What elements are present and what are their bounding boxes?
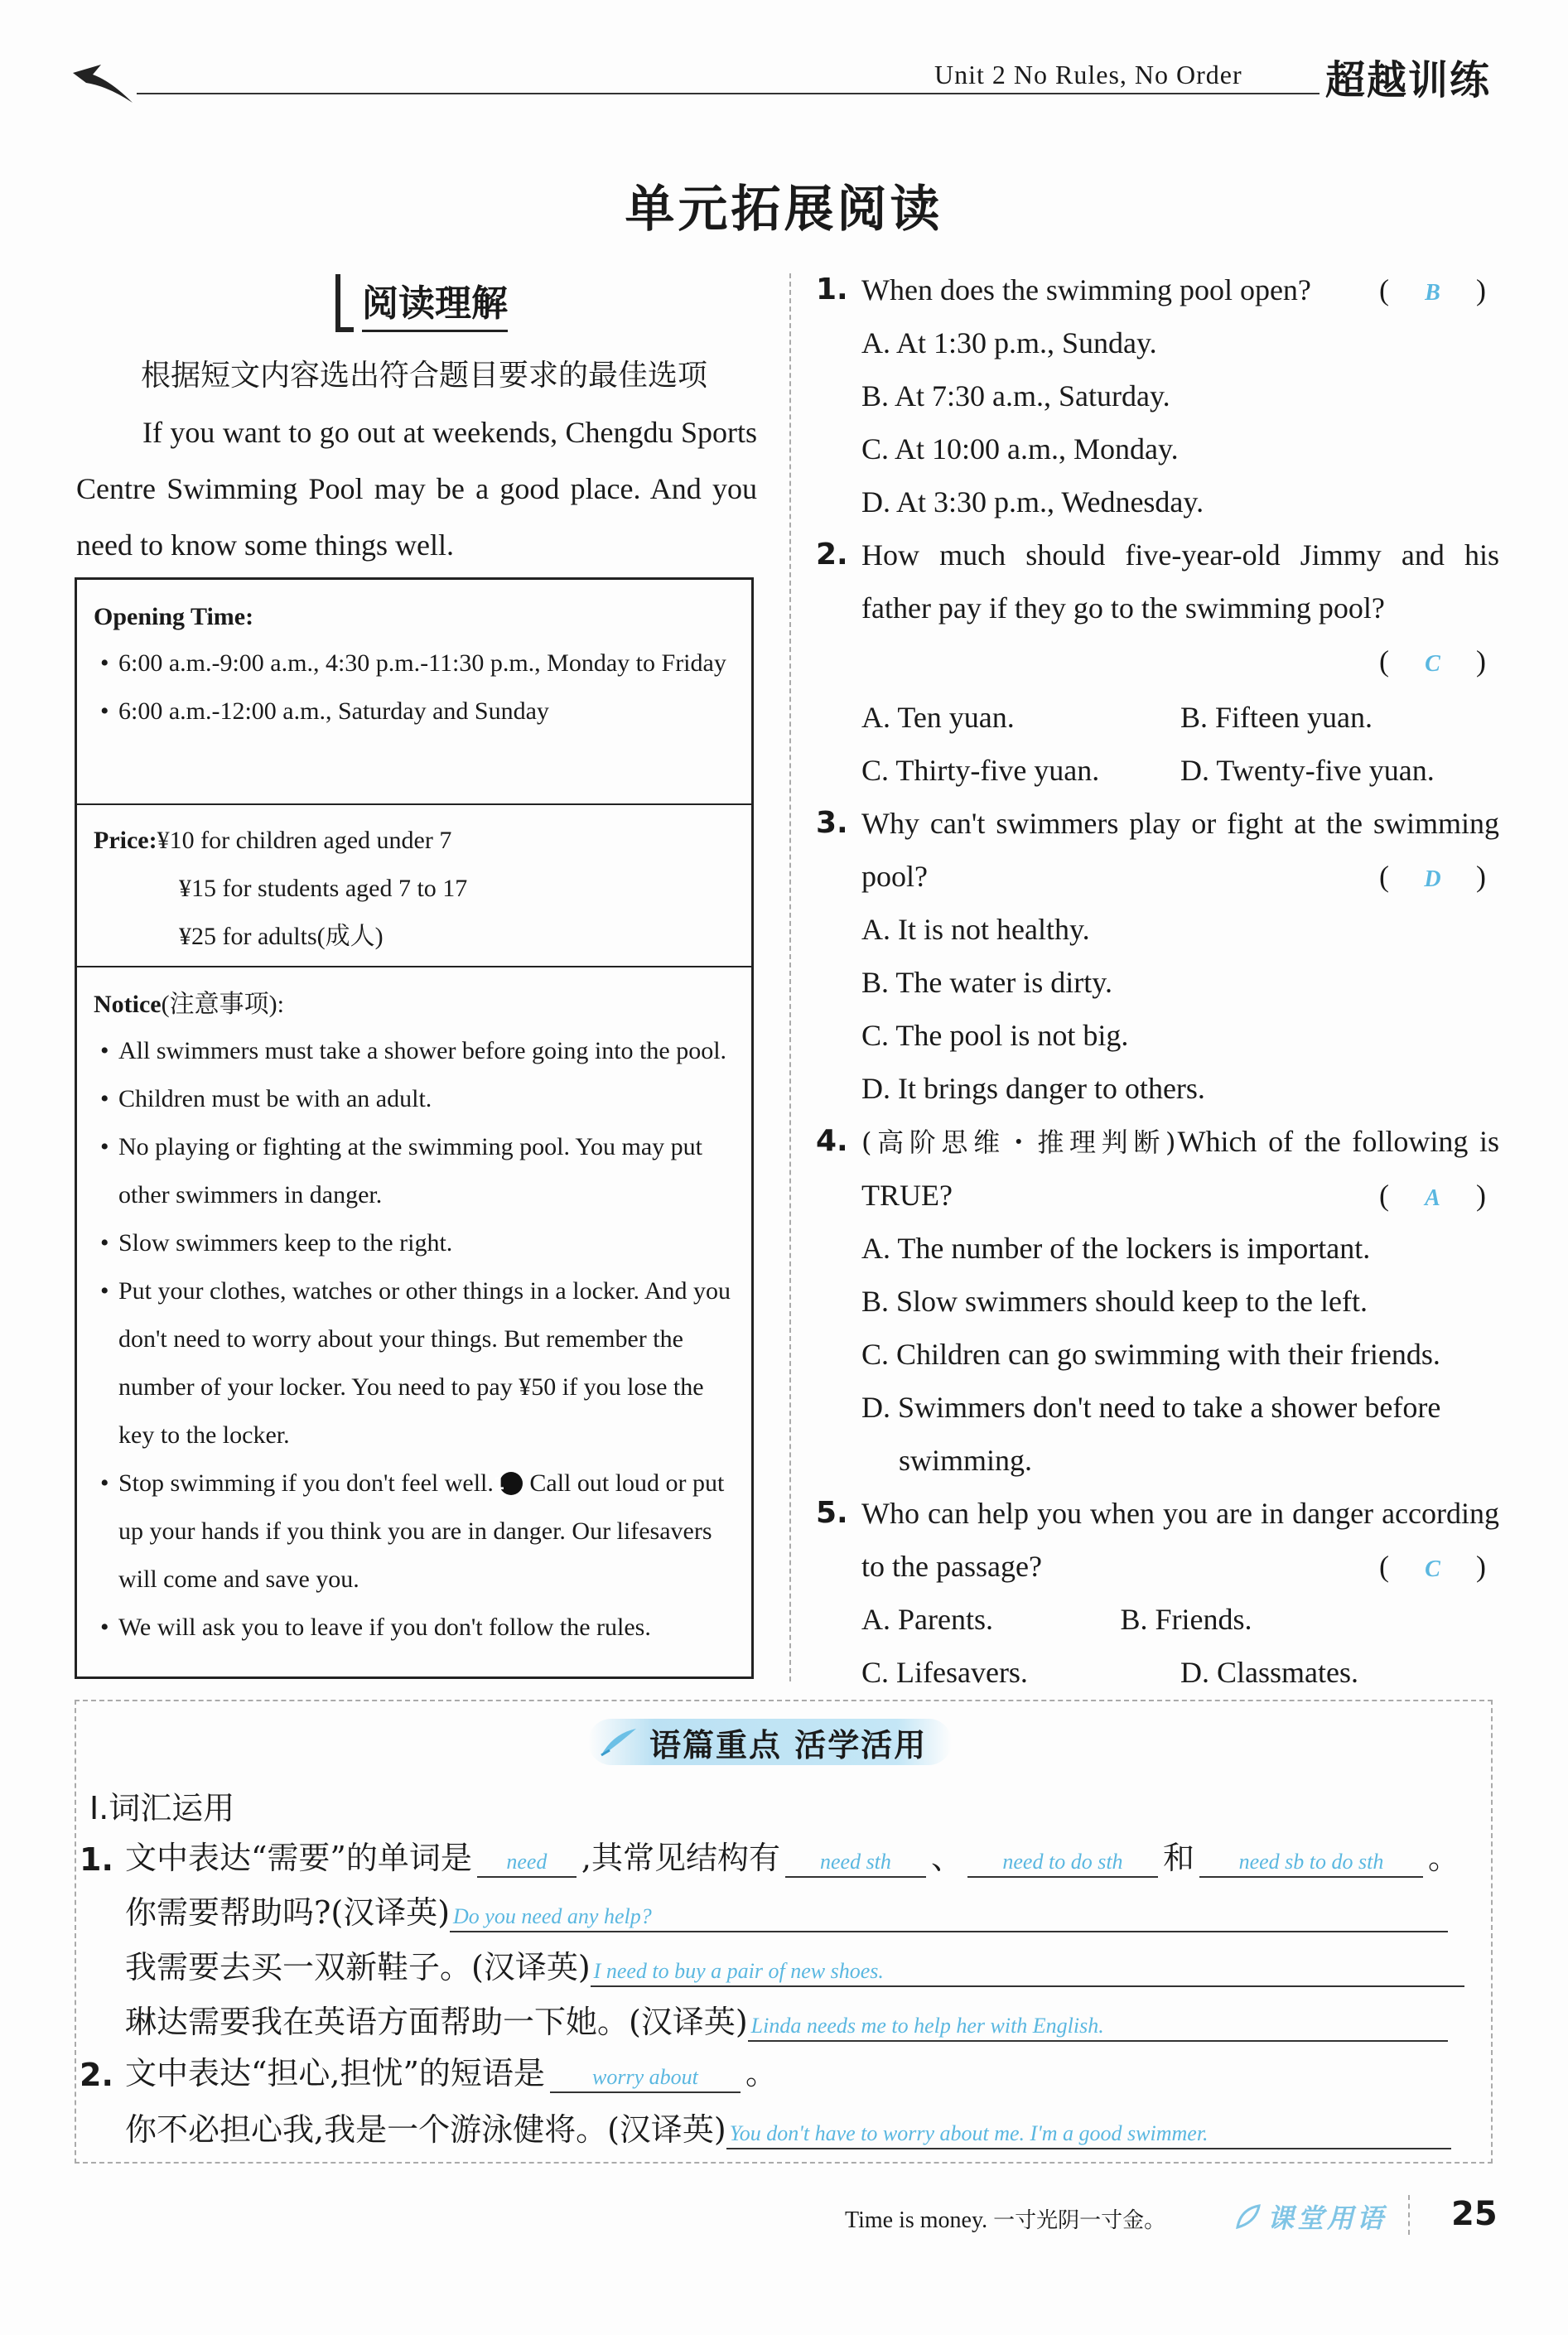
circled-number-marker: 1 xyxy=(499,1472,523,1495)
option: D. Twenty-five yuan. xyxy=(1180,754,1435,787)
footer-badge-label: 课堂用语 xyxy=(1267,2202,1387,2234)
footer-quote-en: Time is money. xyxy=(845,2207,988,2233)
practice-question-2 xyxy=(80,2048,777,2093)
bracket-icon xyxy=(335,274,354,332)
translate-answer: Linda needs me to help her with English. xyxy=(748,2014,1448,2042)
practice-banner xyxy=(588,1719,952,1765)
question-number: 2. xyxy=(816,538,848,572)
prompt-text: ,其常见结构有 xyxy=(581,1840,780,1876)
price-row xyxy=(94,817,736,865)
footer-divider xyxy=(1408,2195,1410,2235)
fill-blank: worry about xyxy=(550,2065,741,2093)
prompt-text: 。 xyxy=(1427,1840,1459,1876)
answer-bracket: ( D ) xyxy=(1379,850,1499,906)
option: B. Slow swimmers should keep to the left. xyxy=(861,1285,1368,1318)
question-5 xyxy=(816,1487,1499,1699)
option: C. Thirty-five yuan. xyxy=(861,754,1100,787)
price-item: ¥15 for students aged 7 to 17 xyxy=(179,875,468,902)
question-number: 1. xyxy=(816,273,848,306)
option: C. At 10:00 a.m., Monday. xyxy=(861,432,1179,466)
answer-value: D xyxy=(1424,866,1441,892)
option-row xyxy=(816,1593,1379,1646)
question-number: 5. xyxy=(816,1496,848,1530)
info-box xyxy=(75,577,754,1679)
question-3 xyxy=(816,797,1499,1115)
notice-section xyxy=(77,967,751,1662)
answer-bracket: ( A ) xyxy=(1379,1169,1499,1225)
opening-row: • 6:00 a.m.-9:00 a.m., 4:30 p.m.-11:30 p.m., Monday to Friday xyxy=(94,639,736,687)
intro-paragraph: If you want to go out at weekends, Chengdu Sports Centre Swimming Pool may be a good place. And you need to know some things well. xyxy=(76,416,757,562)
notice-text: Stop swimming if you don't feel well. xyxy=(118,1469,494,1497)
answer-value: B xyxy=(1425,280,1440,306)
prompt-text: 文中表达“担心,担忧”的短语是 xyxy=(125,2055,545,2091)
question-number: 4. xyxy=(816,1124,848,1158)
question-text: How much should five-year-old Jimmy and his father pay if they go to the swimming pool? xyxy=(861,538,1499,625)
option: D. At 3:30 p.m., Wednesday. xyxy=(861,485,1204,519)
option: D. Classmates. xyxy=(1180,1656,1358,1689)
answer-bracket: ( C ) xyxy=(1379,1540,1499,1596)
prompt-text: 、 xyxy=(930,1840,963,1876)
unit-title: Unit 2 No Rules, No Order xyxy=(934,60,1242,89)
translate-answer: I need to buy a pair of new shoes. xyxy=(591,1959,1464,1987)
question-4 xyxy=(816,1115,1499,1487)
notice-item: • Slow swimmers keep to the right. xyxy=(94,1219,736,1267)
answer-value: A xyxy=(1425,1185,1440,1211)
question-stem xyxy=(816,528,1499,634)
swoosh-arrow-icon xyxy=(68,58,134,108)
leaf-icon xyxy=(1234,2202,1262,2231)
notice-text: Call out loud or put up your hands if you think you are in danger. Our lifesavers will come and save you. xyxy=(118,1469,725,1593)
practice-question-1 xyxy=(80,1832,1459,1878)
question-text: When does the swimming pool open? xyxy=(861,273,1311,306)
question-stem xyxy=(816,1115,1499,1222)
question-text: Why can't swimmers play or fight at the swimming pool? xyxy=(861,807,1499,893)
translate-prompt: 你需要帮助吗?(汉译英) xyxy=(125,1894,451,1931)
footer-badge xyxy=(1234,2198,1387,2236)
question-number: 2. xyxy=(80,2057,113,2093)
option: A. Ten yuan. xyxy=(861,701,1015,734)
page-title: 单元拓展阅读 xyxy=(625,181,943,239)
translate-answer: Do you need any help? xyxy=(450,1904,1448,1932)
option: A. It is not healthy. xyxy=(861,913,1090,946)
footer-quote-cn: 一寸光阴一寸金。 xyxy=(993,2208,1166,2233)
question-text: Which of the following is TRUE? xyxy=(861,1125,1499,1212)
notice-heading-cn: (注意事项): xyxy=(161,991,284,1018)
option: D. It brings danger to others. xyxy=(861,1072,1205,1105)
option: A. The number of the lockers is important. xyxy=(861,1232,1371,1265)
answer-bracket: ( C ) xyxy=(1379,634,1499,691)
price-item: ¥10 for children aged under 7 xyxy=(157,827,452,854)
opening-time-heading: Opening Time: xyxy=(94,603,254,630)
option-row xyxy=(816,691,1499,744)
question-tag: (高阶思维・推理判断) xyxy=(861,1126,1178,1158)
question-number: 1. xyxy=(80,1841,113,1878)
section-tag xyxy=(335,273,508,332)
notice-item xyxy=(94,1459,736,1604)
fill-blank: need sb to do sth xyxy=(1199,1850,1423,1878)
notice-item: • Children must be with an adult. xyxy=(94,1075,736,1123)
practice-banner-title: 语篇重点 活学活用 xyxy=(649,1726,928,1763)
section-tag-label: 阅读理解 xyxy=(362,273,508,332)
prompt-text: 。 xyxy=(745,2055,777,2091)
opening-row: • 6:00 a.m.-12:00 a.m., Saturday and Sunday xyxy=(94,687,736,736)
answer-value: C xyxy=(1425,651,1440,677)
header-rule xyxy=(137,93,1320,94)
notice-item: • Put your clothes, watches or other things in a locker. And you don't need to worry about your things. But remember the number of your locker. You need to pay ¥50 if you lose the key to the locker. xyxy=(94,1267,736,1459)
option: B. The water is dirty. xyxy=(861,966,1112,999)
fill-blank: need sth xyxy=(785,1850,926,1878)
vocab-section-title: Ⅰ.词汇运用 xyxy=(89,1790,235,1826)
option: D. Swimmers don't need to take a shower before swimming. xyxy=(861,1391,1441,1477)
translate-row xyxy=(125,2104,1451,2149)
question-stem xyxy=(816,1487,1499,1593)
option: B. At 7:30 a.m., Saturday. xyxy=(861,379,1170,412)
question-text: Who can help you when you are in danger according to the passage? xyxy=(861,1497,1499,1583)
option: A. At 1:30 p.m., Sunday. xyxy=(861,326,1157,359)
price-item: ¥25 for adults(成人) xyxy=(179,923,384,950)
question-1 xyxy=(816,263,1499,528)
opening-time-section xyxy=(77,580,751,805)
option: C. Lifesavers. xyxy=(861,1656,1028,1689)
question-stem xyxy=(816,797,1499,903)
translate-row xyxy=(125,1887,1448,1932)
instruction: 根据短文内容选出符合题目要求的最佳选项 xyxy=(141,359,708,393)
questions xyxy=(816,263,1499,1699)
translate-row xyxy=(125,1996,1448,2042)
fill-blank: need to do sth xyxy=(967,1850,1158,1878)
prompt-text: 文中表达“需要”的单词是 xyxy=(125,1840,472,1876)
notice-item: • No playing or fighting at the swimming pool. You may put other swimmers in danger. xyxy=(94,1123,736,1219)
pen-icon xyxy=(598,1725,639,1758)
fill-blank: need xyxy=(477,1850,577,1878)
option-row xyxy=(816,1646,1499,1699)
page-number: 25 xyxy=(1451,2195,1498,2233)
notice-item: • All swimmers must take a shower before going into the pool. xyxy=(94,1027,736,1075)
option: C. Children can go swimming with their friends. xyxy=(861,1338,1440,1371)
option: C. The pool is not big. xyxy=(861,1019,1129,1052)
translate-prompt: 你不必担心我,我是一个游泳健将。(汉译英) xyxy=(125,2111,726,2148)
translate-prompt: 琳达需要我在英语方面帮助一下她。(汉译英) xyxy=(125,2004,748,2040)
translate-prompt: 我需要去买一双新鞋子。(汉译英) xyxy=(125,1949,591,1985)
notice-heading xyxy=(94,982,736,1027)
answer-bracket: ( B ) xyxy=(1379,263,1499,320)
notice-item: • We will ask you to leave if you don't follow the rules. xyxy=(94,1604,736,1652)
translate-answer: You don't have to worry about me. I'm a good swimmer. xyxy=(726,2121,1451,2149)
option: B. Fifteen yuan. xyxy=(1180,701,1373,734)
footer-quote xyxy=(845,2203,1165,2234)
translate-row xyxy=(125,1942,1464,1987)
option: B. Friends. xyxy=(1120,1603,1252,1636)
question-number: 3. xyxy=(816,806,848,840)
option-row xyxy=(816,744,1499,797)
price-section xyxy=(77,805,751,967)
notice-heading-en: Notice xyxy=(94,991,162,1018)
question-2 xyxy=(816,528,1499,797)
option: A. Parents. xyxy=(861,1603,993,1636)
prompt-text: 和 xyxy=(1162,1840,1194,1876)
answer-line xyxy=(816,634,1499,691)
brand-title: 超越训练 xyxy=(1325,57,1492,104)
price-heading: Price: xyxy=(94,827,157,854)
question-stem xyxy=(816,263,1499,316)
column-divider xyxy=(789,273,791,1681)
answer-value: C xyxy=(1425,1556,1440,1582)
